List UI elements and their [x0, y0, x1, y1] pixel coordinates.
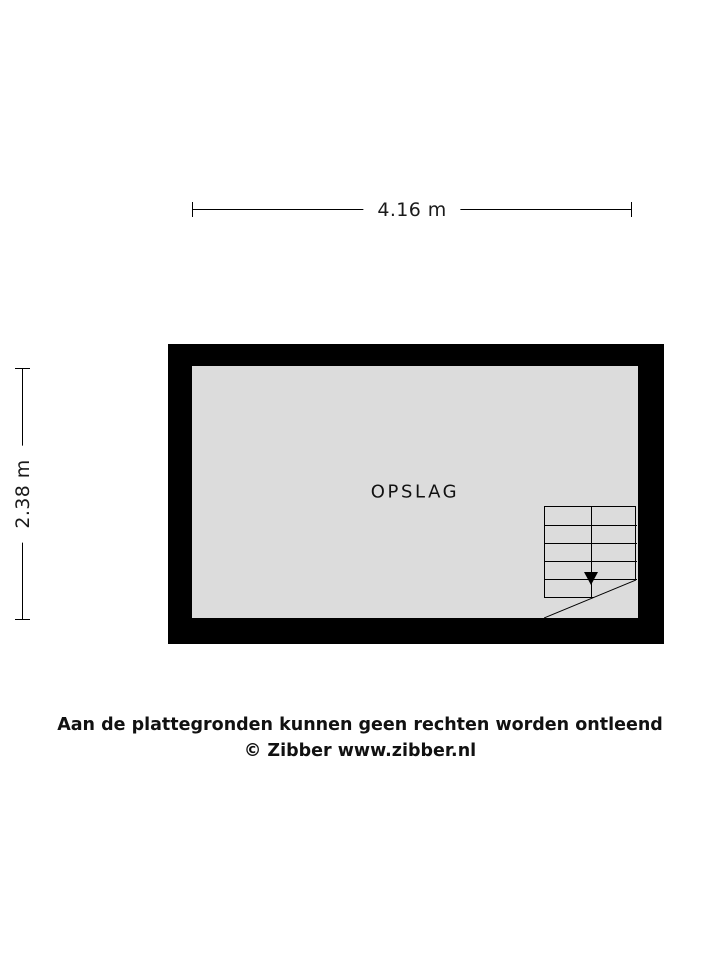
dimension-height-cap-bottom	[15, 619, 30, 620]
staircase-icon	[544, 506, 636, 618]
room-label: OPSLAG	[370, 481, 460, 503]
room-opslag	[192, 366, 638, 618]
footer-copyright: © Zibber www.zibber.nl	[243, 741, 477, 761]
footer	[0, 712, 720, 764]
dimension-width-cap-left	[192, 202, 193, 217]
dimension-width-cap-right	[631, 202, 632, 217]
staircase-down-arrow-icon	[584, 572, 598, 585]
staircase-landing-diagonal	[544, 580, 636, 618]
dimension-width	[192, 196, 632, 224]
floorplan-walls	[168, 344, 664, 644]
dimension-height-label: 2.38 m	[8, 445, 38, 542]
footer-disclaimer: Aan de plattegronden kunnen geen rechten worden ontleend	[57, 715, 663, 735]
dimension-width-label: 4.16 m	[363, 196, 460, 224]
dimension-height-cap-top	[15, 368, 30, 369]
dimension-height	[8, 368, 38, 620]
